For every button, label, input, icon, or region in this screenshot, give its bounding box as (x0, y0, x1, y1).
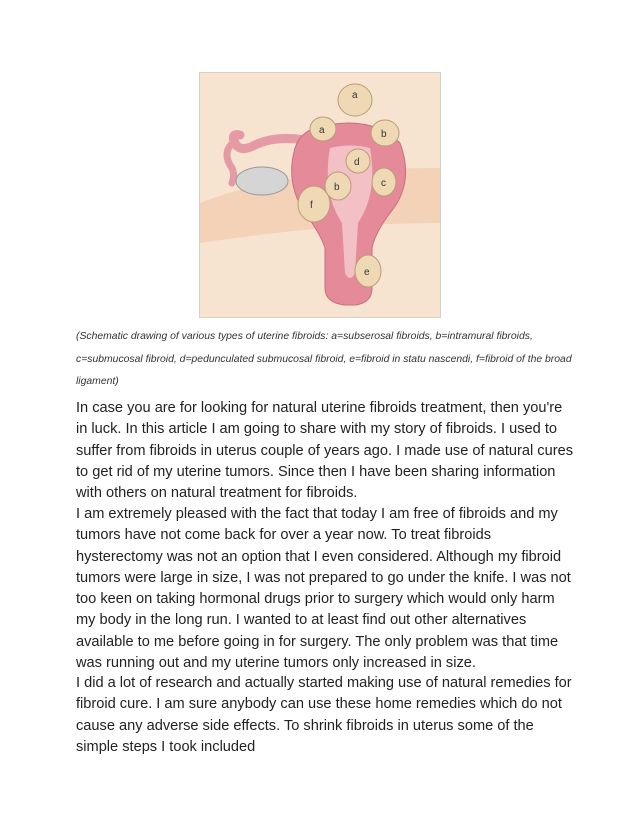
fibroid-label: a (352, 90, 358, 101)
fibroid-b-left (325, 172, 351, 200)
fibroid-label: f (310, 200, 313, 211)
fibroid-label: b (334, 182, 340, 193)
fibroid-e (355, 255, 381, 287)
fibroid-c (372, 168, 396, 196)
ovary (236, 167, 288, 195)
figure-caption: (Schematic drawing of various types of uterine fibroids: a=subserosal fibroids, b=intramural fibroids, c=submucosal fibroid, d=pedunculated submucosal fibroid, e=fibroid in statu nascendi, f=fibroid of the broad ligament) (76, 331, 572, 387)
paragraph: I did a lot of research and actually started making use of natural remedies for fibroid cure. I am sure anybody can use these home remedies which do not cause any adverse side effects. To shrink fibroids in uterus some of the simple steps I took included (76, 675, 572, 755)
fibroid-label: b (381, 129, 387, 140)
paragraph: In case you are for looking for natural uterine fibroids treatment, then you're in luck. In this article I am going to share with my story of fibroids. I used to suffer from fibroids in uterus couple of years ago. I made use of natural cures to get rid of my uterine tumors. Since then I have been sharing information with others on natural treatment for fibroids. (76, 400, 573, 502)
fibroid-f (298, 186, 330, 222)
fibroid-label: c (381, 178, 386, 189)
fibroid-label: e (364, 267, 370, 278)
fibroid-d (346, 149, 370, 173)
fibroid-a (310, 117, 336, 141)
fibroid-label: d (354, 157, 360, 168)
fibroid-label: a (319, 125, 325, 136)
paragraph: I am extremely pleased with the fact that today I am free of fibroids and my tumors have not come back for over a year now. To treat fibroids hysterectomy was not an option that I even considered. Although my fibroid tumors were large in size, I was not prepared to go under the knife. I was not too keen on taking hormonal drugs prior to surgery which would only harm my body in the long run. I wanted to at least find out other alternatives available to me before going in for surgery. The only problem was that time was running out and my uterine tumors only increased in size. (76, 506, 571, 672)
uterine-fibroids-diagram (199, 72, 441, 318)
fibroid-a-top (338, 84, 372, 116)
fibroid-b-right (371, 120, 399, 146)
